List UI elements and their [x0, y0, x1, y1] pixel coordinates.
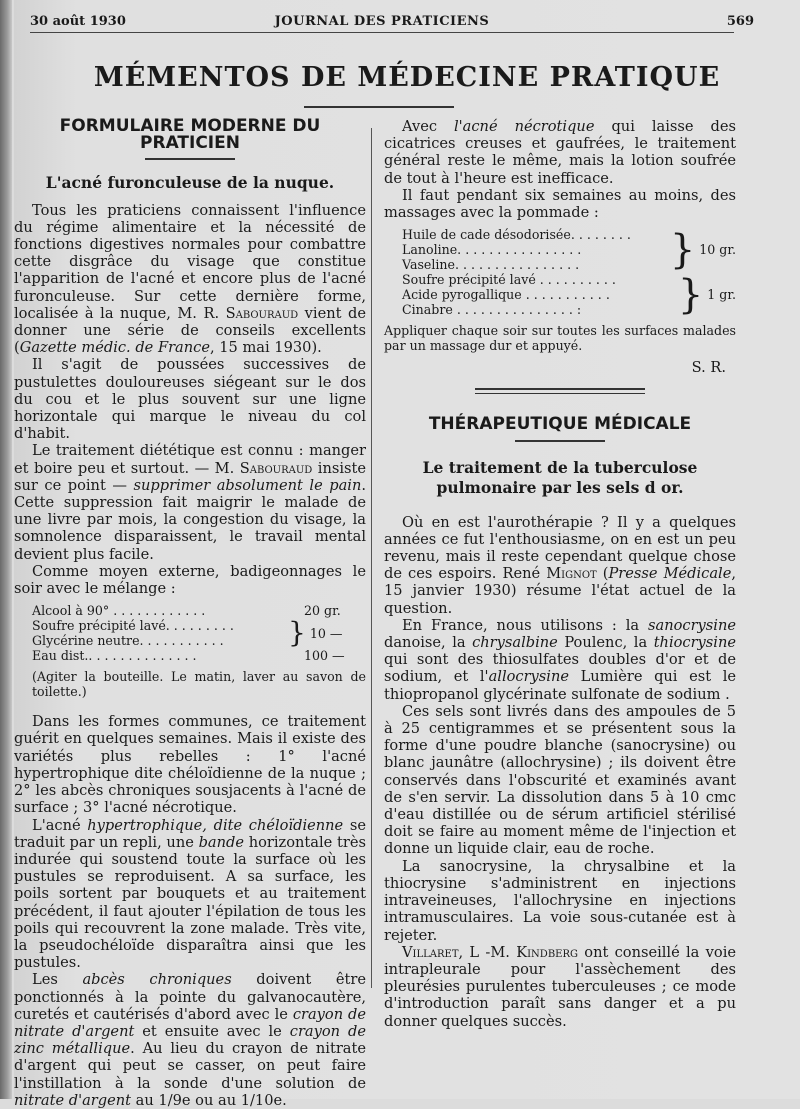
paragraph: Il s'agit de poussées successives de pustulettes douloureuses siégeant sur le dos du cou et le plus souvent sur une ligne horizontale qui marque le niveau du col d'habit. — [14, 356, 366, 443]
article-title-tuberculose: Le traitement de la tuberculose pulmonaire par les sels d or. — [422, 457, 698, 497]
section-title-therapeutique: THÉRAPEUTIQUE MÉDICALE — [428, 414, 692, 435]
formula-lotion — [32, 603, 366, 663]
paragraph: Villaret, L -M. Kindberg ont conseillé la voie intrapleurale pour l'assèchement des pleurésies purulentes tuberculeuses ; ce mode d'introduction paraît sans danger et a pu donner quelques succès. — [384, 943, 737, 1030]
section-title-formulaire: FORMULAIRE MODERNE DU PRATICIEN — [59, 116, 321, 154]
section-rule — [515, 440, 605, 442]
article-title-acne: L'acné furonculeuse de la nuque. — [45, 173, 335, 193]
paragraph: Les abcès chroniques doivent être ponctionnés à la pointe du galvanocautère, curetés et cautérisés d'abord avec le crayon de nitrate d'argent et ensuite avec le crayon de zinc métallique. Au lieu du crayon de nitrate d'argent qui peut se casser, on peut faire l'instillation à la sonde d'une solution de nitrate d'argent au 1/9e ou au 1/10e. — [14, 971, 366, 1109]
left-column — [14, 118, 366, 1109]
formula-row: Eau dist.. . . . . . . . . . . . . . 100 — — [32, 648, 345, 664]
paragraph: Dans les formes communes, ce traitement guérit en quelques semaines. Mais il existe des variétés plus rebelles : 1° l'acné hypertrophique dite chéloïdienne de la nuque ; 2° les abcès chroniques sousjacents à l'acné de surface ; 3° l'acné nécrotique. — [14, 713, 366, 817]
title-rule — [304, 106, 454, 108]
right-column — [384, 118, 736, 1030]
page-number: 569 — [726, 14, 754, 29]
formula-note: Appliquer chaque soir sur toutes les surfaces malades par un massage dur et appuyé. — [384, 323, 736, 354]
issue-date: 30 août 1930 — [30, 14, 126, 29]
paragraph: En France, nous utilisons : la sanocrysine danoise, la chrysalbine Poulenc, la thiocrysine qui sont des thiosulfates doubles d'or et de sodium, et l'allocrysine Lumière qui est le thiopropanol glycérinate sulfonate de sodium . — [384, 616, 736, 703]
paragraph: Comme moyen externe, badigeonnages le soir avec le mélange : — [14, 562, 366, 598]
paragraph: Tous les praticiens connaissent l'influence du régime alimentaire et la nécessité de fonctions digestives normales pour combattre cette disgrâce du visage que constitue l'apparition de l'acné et encore plus de l'acné furonculeuse. Sur cette dernière forme, localisée à la nuque, M. R. Sabouraud vient de donner une série de conseils excellents (Gazette médic. de France, 15 mai 1930). — [14, 201, 366, 357]
formula-brace-group: Soufre précipité lavé. . . . . . . . . Glycérine neutre. . . . . . . . . . . } 10 — — [32, 616, 343, 650]
formula-row: Alcool à 90° . . . . . . . . . . . . 20 gr. — [32, 603, 341, 619]
journal-name: JOURNAL DES PRATICIENS — [274, 14, 490, 29]
running-head — [30, 14, 754, 33]
page-binding-shadow — [0, 0, 12, 1099]
formula-brace-group: Huile de cade désodorisée. . . . . . . . Lanoline. . . . . . . . . . . . . . . . Vaseline. . . . . . . . . . . . . . . . } 10 gr. — [402, 226, 736, 273]
page-title: MÉMENTOS DE MÉDECINE PRATIQUE — [93, 62, 721, 93]
formula-pommade — [402, 227, 736, 317]
paragraph: Le traitement diététique est connu : manger et boire peu et surtout. — M. Sabouraud insiste sur ce point — supprimer absolument le pain. Cette suppression fait maigrir le malade de une livre par mois, la congestion du visage, la somnolence disparaissent, le travail mental devient plus facile. — [14, 442, 367, 563]
column-divider — [371, 128, 372, 988]
paragraph: L'acné hypertrophique, dite chéloïdienne se traduit par un repli, une bande horizontale très indurée qui soustend toute la surface où les pustules se reproduisent. A sa surface, les poils sortent par bouquets et au traitement précédent, il faut ajouter l'épilation de tous les poils qui recouvrent la zone malade. Très vite, la pseudochéloïde disparaîtra ainsi que les pustules. — [14, 816, 366, 972]
section-rule — [145, 158, 235, 160]
formula-brace-group: Soufre précipité lavé . . . . . . . . . . Acide pyrogallique . . . . . . . . . . . Cinabre . . . . . . . . . . . . . . . : } 1 gr. — [402, 271, 736, 318]
formula-note: (Agiter la bouteille. Le matin, laver au savon de toilette.) — [32, 669, 366, 700]
paragraph: Ces sels sont livrés dans des ampoules de 5 à 25 centigrammes et se présentent sous la forme d'une poudre blanche (sanocrysine) ou blanc jaunâtre (allochrysine) ; ils doivent être conservés dans l'obscurité et examinés avant de s'en servir. La dissolution dans 5 à 10 cmc d'eau distillée ou de sérum artificiel stérilisé doit se faire au moment même de l'injection et donne un liquide clair, eau de roche. — [384, 702, 736, 858]
signature: S. R. — [691, 359, 726, 377]
paragraph: Il faut pendant six semaines au moins, des massages avec la pommade : — [384, 186, 736, 222]
journal-page — [14, 0, 800, 1109]
section-separator — [475, 388, 645, 394]
paragraph: Avec l'acné nécrotique qui laisse des cicatrices creuses et gaufrées, le traitement général reste le même, mais la lotion soufrée de tout à l'heure est inefficace. — [384, 118, 736, 187]
paragraph: Où en est l'aurothérapie ? Il y a quelques années ce fut l'enthousiasme, on en est un peu revenu, mais il reste cependant quelque chose de ces espoirs. René Mignot (Presse Médicale, 15 janvier 1930) résume l'état actuel de la question. — [384, 513, 736, 617]
paragraph: La sanocrysine, la chrysalbine et la thiocrysine s'administrent en injections intraveineuses, l'allochrysine en injections intramusculaires. La voie sous-cutanée est à rejeter. — [384, 857, 736, 944]
